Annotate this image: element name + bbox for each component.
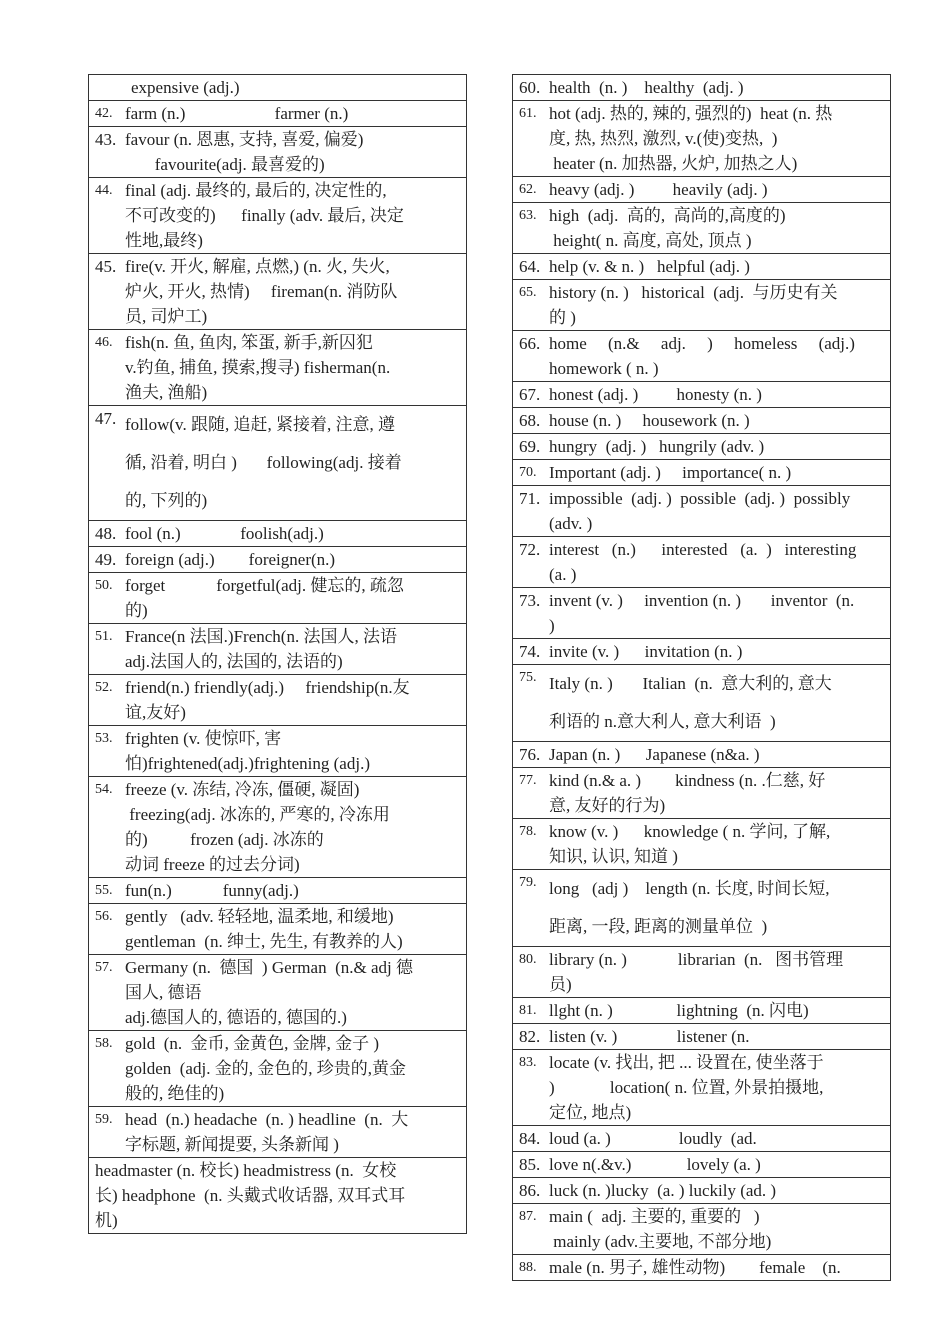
entry-text xyxy=(549,177,884,202)
entry-text xyxy=(125,726,460,776)
entry-number: 57. xyxy=(95,960,113,975)
entry-line: fish(n. 鱼, 鱼肉, 笨蛋, 新手,新囚犯 xyxy=(125,333,373,352)
entry-line: 的, 下列的) xyxy=(125,491,208,510)
entry-text xyxy=(125,127,460,177)
entry-line: 动词 freeze 的过去分词) xyxy=(125,855,300,874)
entry-number: 83. xyxy=(519,1055,537,1070)
vocab-entry xyxy=(512,768,891,819)
vocab-entry xyxy=(512,588,891,639)
entry-line: Italy (n. ) Italian (n. 意大利的, 意大 xyxy=(549,674,832,693)
entry-text xyxy=(549,819,884,869)
entry-line: adj.德国人的, 德语的, 德国的.) xyxy=(125,1008,347,1027)
entry-line: 度, 热, 热烈, 激烈, v.(使)变热, ) xyxy=(549,129,778,148)
entry-text xyxy=(549,382,884,407)
vocab-entry xyxy=(512,177,891,203)
entry-number: 61. xyxy=(519,106,537,121)
entry-number: 45. xyxy=(95,257,117,276)
vocab-entry xyxy=(512,382,891,408)
entry-text xyxy=(549,75,884,100)
entry-line: head (n.) headache (n. ) headline (n. 大 xyxy=(125,1110,409,1129)
vocab-entry xyxy=(512,1204,891,1255)
entry-number: 62. xyxy=(519,182,537,197)
entry-line: France(n 法国.)French(n. 法国人, 法语 xyxy=(125,627,397,646)
entry-line: 知识, 认识, 知道 ) xyxy=(549,847,678,866)
vocab-entry xyxy=(88,675,467,726)
entry-line: Japan (n. ) Japanese (n&a. ) xyxy=(549,745,760,764)
entry-text xyxy=(95,1158,460,1233)
entry-number: 54. xyxy=(95,782,113,797)
entry-number: 53. xyxy=(95,731,113,746)
entry-text xyxy=(549,665,884,741)
vocab-entry xyxy=(512,998,891,1024)
entry-line: homework ( n. ) xyxy=(549,359,659,378)
vocab-entry xyxy=(88,521,467,547)
vocab-entry xyxy=(88,101,467,127)
vocab-entry xyxy=(512,74,891,101)
entry-text xyxy=(125,330,460,405)
entry-number: 67. xyxy=(519,385,541,404)
entry-number: 64. xyxy=(519,257,541,276)
entry-line: friend(n.) friendly(adj.) friendship(n.友 xyxy=(125,678,410,697)
entry-text xyxy=(549,460,884,485)
entry-text xyxy=(549,1178,884,1203)
entry-line: 长) headphone (n. 头戴式收话器, 双耳式耳 xyxy=(95,1186,406,1205)
entry-number: 76. xyxy=(519,745,541,764)
entry-text xyxy=(549,101,884,176)
entry-text xyxy=(549,588,884,638)
entry-text xyxy=(549,947,884,997)
vocab-entry xyxy=(512,434,891,460)
entry-text xyxy=(549,870,884,946)
vocab-entry xyxy=(512,101,891,177)
entry-line: love n(.&v.) lovely (a. ) xyxy=(549,1155,761,1174)
entry-line: loud (a. ) loudly (ad. xyxy=(549,1129,757,1148)
entry-line: gently (adv. 轻轻地, 温柔地, 和缓地) xyxy=(125,907,394,926)
entry-text xyxy=(549,537,884,587)
entry-text xyxy=(549,1050,884,1125)
entry-line: know (v. ) knowledge ( n. 学问, 了解, xyxy=(549,822,831,841)
entry-number: 88. xyxy=(519,1260,537,1275)
entry-number: 77. xyxy=(519,773,537,788)
entry-number: 70. xyxy=(519,465,537,480)
vocab-entry xyxy=(512,1126,891,1152)
entry-text xyxy=(125,406,460,520)
vocab-entry xyxy=(88,904,467,955)
entry-number: 84. xyxy=(519,1129,541,1148)
entry-line: hungry (adj. ) hungrily (adv. ) xyxy=(549,437,765,456)
entry-number: 42. xyxy=(95,106,113,121)
entry-line: 般的, 绝佳的) xyxy=(125,1084,225,1103)
entry-line: final (adj. 最终的, 最后的, 决定性的, xyxy=(125,181,387,200)
vocab-entry xyxy=(88,955,467,1031)
entry-line: 怕)frightened(adj.)frightening (adj.) xyxy=(125,754,370,773)
entry-line: Germany (n. 德国 ) German (n.& adj 德 xyxy=(125,958,413,977)
entry-line: high (adj. 高的, 高尚的,高度的) xyxy=(549,206,786,225)
entry-number: 85. xyxy=(519,1155,541,1174)
entry-line: 国人, 德语 xyxy=(125,983,202,1002)
entry-line: fool (n.) foolish(adj.) xyxy=(125,524,324,543)
entry-number: 75. xyxy=(519,670,537,685)
entry-text xyxy=(125,675,460,725)
entry-line: (a. ) xyxy=(549,565,577,584)
entry-text xyxy=(549,998,884,1023)
entry-line: 的) frozen (adj. 冰冻的 xyxy=(125,830,324,849)
entry-line: home (n.& adj. ) homeless (adj.) xyxy=(549,334,855,353)
entry-line: freeze (v. 冻结, 冷冻, 僵硬, 凝固) xyxy=(125,780,360,799)
entry-line: gold (n. 金币, 金黄色, 金牌, 金子 ) xyxy=(125,1034,380,1053)
entry-line: 谊,友好) xyxy=(125,703,186,722)
vocab-entry xyxy=(88,406,467,521)
entry-line: freezing(adj. 冰冻的, 严寒的, 冷冻用 xyxy=(125,805,390,824)
entry-line: 字标题, 新闻提要, 头条新闻 ) xyxy=(125,1135,339,1154)
entry-number: 55. xyxy=(95,883,113,898)
vocab-entry xyxy=(512,819,891,870)
entry-number: 43. xyxy=(95,130,117,149)
entry-line: hot (adj. 热的, 辣的, 强烈的) heat (n. 热 xyxy=(549,104,833,123)
entry-number: 79. xyxy=(519,875,537,890)
entry-line: (adv. ) xyxy=(549,514,593,533)
entry-number: 65. xyxy=(519,285,537,300)
vocab-entry xyxy=(88,74,467,101)
entry-line: 定位, 地点) xyxy=(549,1103,632,1122)
vocab-entry xyxy=(512,460,891,486)
entry-number: 59. xyxy=(95,1112,113,1127)
entry-line: heater (n. 加热器, 火炉, 加热之人) xyxy=(549,154,798,173)
entry-text xyxy=(125,1107,460,1157)
entry-text xyxy=(549,1152,884,1177)
entry-line: farm (n.) farmer (n.) xyxy=(125,104,349,123)
entry-line: 渔夫, 渔船) xyxy=(125,383,208,402)
entry-text xyxy=(125,178,460,253)
entry-line: heavy (adj. ) heavily (adj. ) xyxy=(549,180,768,199)
vocab-entry xyxy=(512,1255,891,1281)
entry-line: library (n. ) librarian (n. 图书管理 xyxy=(549,950,844,969)
entry-line: long (adj ) length (n. 长度, 时间长短, xyxy=(549,879,830,898)
entry-line: listen (v. ) listener (n. xyxy=(549,1027,750,1046)
entry-line: 意, 友好的行为) xyxy=(549,796,666,815)
vocab-entry xyxy=(512,870,891,947)
entry-text xyxy=(549,639,884,664)
entry-line: adj.法国人的, 法国的, 法语的) xyxy=(125,652,343,671)
entry-text xyxy=(549,254,884,279)
entry-line: forget forgetful(adj. 健忘的, 疏忽 xyxy=(125,576,404,595)
entry-line: Important (adj. ) importance( n. ) xyxy=(549,463,792,482)
entry-line: help (v. & n. ) helpful (adj. ) xyxy=(549,257,750,276)
entry-line: foreign (adj.) foreigner(n.) xyxy=(125,550,336,569)
entry-text xyxy=(549,742,884,767)
vocab-entry xyxy=(512,537,891,588)
vocab-entry xyxy=(88,726,467,777)
entry-line: follow(v. 跟随, 追赶, 紧接着, 注意, 遵 xyxy=(125,415,395,434)
entry-line: 的 ) xyxy=(549,308,576,327)
entry-line: gentleman (n. 绅士, 先生, 有教养的人) xyxy=(125,932,403,951)
entry-line: ) location( n. 位置, 外景拍摄地, xyxy=(549,1078,824,1097)
vocab-entry xyxy=(512,280,891,331)
entry-text xyxy=(549,408,884,433)
vocab-entry xyxy=(88,624,467,675)
entry-text xyxy=(95,75,460,100)
entry-line: expensive (adj.) xyxy=(131,78,240,97)
entry-number: 68. xyxy=(519,411,541,430)
vocab-entry xyxy=(512,408,891,434)
entry-text xyxy=(549,203,884,253)
entry-text xyxy=(125,101,460,126)
entry-line: v.钓鱼, 捕鱼, 摸索,搜寻) fisherman(n. xyxy=(125,358,391,377)
entry-number: 82. xyxy=(519,1027,541,1046)
entry-number: 46. xyxy=(95,335,113,350)
entry-number: 78. xyxy=(519,824,537,839)
vocab-entry xyxy=(512,254,891,280)
vocab-entry xyxy=(512,1152,891,1178)
entry-text xyxy=(549,280,884,330)
entry-line: kind (n.& a. ) kindness (n. .仁慈, 好 xyxy=(549,771,826,790)
entry-number: 87. xyxy=(519,1209,537,1224)
entry-number: 60. xyxy=(519,78,541,97)
entry-number: 74. xyxy=(519,642,541,661)
entry-line: 员, 司炉工) xyxy=(125,307,208,326)
entry-line: favourite(adj. 最喜爱的) xyxy=(125,155,325,174)
vocab-entry xyxy=(88,1158,467,1234)
entry-line: headmaster (n. 校长) headmistress (n. 女校 xyxy=(95,1161,397,1180)
entry-number: 63. xyxy=(519,208,537,223)
entry-text xyxy=(549,486,884,536)
entry-text xyxy=(125,624,460,674)
entry-number: 56. xyxy=(95,909,113,924)
entry-line: impossible (adj. ) possible (adj. ) possibly xyxy=(549,489,851,508)
entry-number: 71. xyxy=(519,489,541,508)
entry-line: locate (v. 找出, 把 ... 设置在, 使坐落于 xyxy=(549,1053,824,1072)
vocab-entry xyxy=(88,573,467,624)
entry-line: male (n. 男子, 雄性动物) female (n. xyxy=(549,1258,841,1277)
entry-text xyxy=(549,768,884,818)
entry-number: 50. xyxy=(95,578,113,593)
entry-line: invite (v. ) invitation (n. ) xyxy=(549,642,743,661)
entry-number: 52. xyxy=(95,680,113,695)
entry-text xyxy=(549,1126,884,1151)
vocab-entry xyxy=(512,203,891,254)
vocab-entry xyxy=(512,486,891,537)
vocab-entry xyxy=(512,1050,891,1126)
entry-number: 58. xyxy=(95,1036,113,1051)
entry-line: 循, 沿着, 明白 ) following(adj. 接着 xyxy=(125,453,402,472)
entry-line: 的) xyxy=(125,601,148,620)
vocab-entry xyxy=(88,878,467,904)
entry-number: 51. xyxy=(95,629,113,644)
entry-text xyxy=(125,547,460,572)
entry-text xyxy=(125,573,460,623)
entry-line: honest (adj. ) honesty (n. ) xyxy=(549,385,762,404)
entry-line: frighten (v. 使惊吓, 害 xyxy=(125,729,282,748)
entry-line: 不可改变的) finally (adv. 最后, 决定 xyxy=(125,206,404,225)
right-vocab-table xyxy=(512,74,891,1281)
entry-line: 利语的 n.意大利人, 意大利语 ) xyxy=(549,712,776,731)
vocab-entry xyxy=(512,742,891,768)
entry-number: 81. xyxy=(519,1003,537,1018)
vocab-entry xyxy=(512,947,891,998)
entry-number: 69. xyxy=(519,437,541,456)
entry-text xyxy=(549,434,884,459)
entry-line: favour (n. 恩惠, 支持, 喜爱, 偏爱) xyxy=(125,130,364,149)
entry-text xyxy=(549,1255,884,1280)
entry-number: 47. xyxy=(95,409,117,428)
vocab-entry xyxy=(88,127,467,178)
vocab-entry xyxy=(88,547,467,573)
entry-number: 66. xyxy=(519,334,541,353)
entry-text xyxy=(549,331,884,381)
entry-line: interest (n.) interested (a. ) interesting xyxy=(549,540,857,559)
entry-line: house (n. ) housework (n. ) xyxy=(549,411,750,430)
vocab-entry xyxy=(88,178,467,254)
entry-line: history (n. ) historical (adj. 与历史有关 xyxy=(549,283,838,302)
vocab-entry xyxy=(88,330,467,406)
vocab-entry xyxy=(88,777,467,878)
entry-number: 86. xyxy=(519,1181,541,1200)
entry-number: 72. xyxy=(519,540,541,559)
entry-line: height( n. 高度, 高处, 顶点 ) xyxy=(549,231,752,250)
entry-line: golden (adj. 金的, 金色的, 珍贵的,黄金 xyxy=(125,1059,406,1078)
entry-line: invent (v. ) invention (n. ) inventor (n. xyxy=(549,591,855,610)
entry-line: fire(v. 开火, 解雇, 点燃,) (n. 火, 失火, xyxy=(125,257,390,276)
entry-line: 炉火, 开火, 热情) fireman(n. 消防队 xyxy=(125,282,398,301)
vocab-entry xyxy=(512,665,891,742)
entry-line: mainly (adv.主要地, 不部分地) xyxy=(549,1232,772,1251)
entry-text xyxy=(549,1024,884,1049)
entry-text xyxy=(549,1204,884,1254)
entry-text xyxy=(125,1031,460,1106)
entry-text xyxy=(125,955,460,1030)
left-vocab-table xyxy=(88,74,467,1234)
vocab-entry xyxy=(512,639,891,665)
entry-text xyxy=(125,521,460,546)
entry-line: health (n. ) healthy (adj. ) xyxy=(549,78,744,97)
entry-text xyxy=(125,878,460,903)
entry-line: luck (n. )lucky (a. ) luckily (ad. ) xyxy=(549,1181,777,1200)
entry-line: 员) xyxy=(549,975,572,994)
vocab-entry xyxy=(512,331,891,382)
vocab-entry xyxy=(512,1024,891,1050)
entry-line: ) xyxy=(549,616,555,635)
entry-text xyxy=(125,777,460,877)
entry-number: 49. xyxy=(95,550,117,569)
vocab-entry xyxy=(88,1107,467,1158)
entry-text xyxy=(125,904,460,954)
entry-line: main ( adj. 主要的, 重要的 ) xyxy=(549,1207,760,1226)
entry-number: 80. xyxy=(519,952,537,967)
entry-line: llght (n. ) lightning (n. 闪电) xyxy=(549,1001,809,1020)
entry-number: 73. xyxy=(519,591,541,610)
entry-line: 机) xyxy=(95,1211,118,1230)
entry-line: 距离, 一段, 距离的测量单位 ) xyxy=(549,917,768,936)
vocab-entry xyxy=(512,1178,891,1204)
vocab-entry xyxy=(88,254,467,330)
entry-number: 48. xyxy=(95,524,117,543)
entry-line: 性地,最终) xyxy=(125,231,203,250)
entry-text xyxy=(125,254,460,329)
vocab-entry xyxy=(88,1031,467,1107)
entry-line: fun(n.) funny(adj.) xyxy=(125,881,299,900)
entry-number: 44. xyxy=(95,183,113,198)
